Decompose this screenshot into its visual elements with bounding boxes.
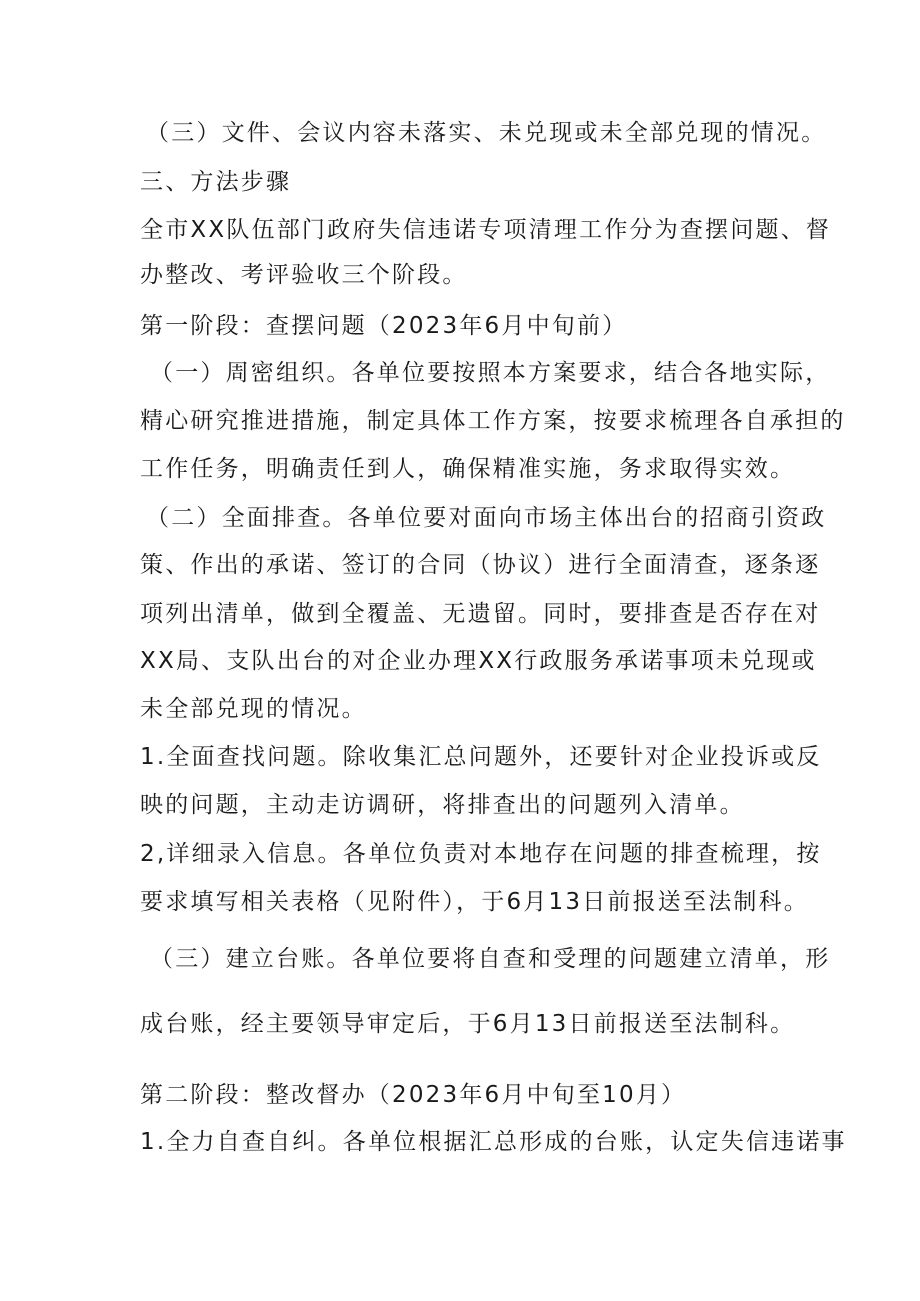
paragraph-line: 办整改、考评验收三个阶段。 xyxy=(140,262,468,288)
paragraph-line: （三）建立台账。各单位要将自查和受理的问题建立清单，形 xyxy=(150,946,831,972)
paragraph-line: 未全部兑现的情况。 xyxy=(140,696,367,722)
paragraph-line: XX局、支队出台的对企业办理XX行政服务承诺事项未兑现或 xyxy=(140,648,817,674)
paragraph-line: 精心研究推进措施，制定具体工作方案，按要求梳理各自承担的 xyxy=(140,408,846,434)
paragraph-line: （二）全面排查。各单位要对面向市场主体出台的招商引资政 xyxy=(146,505,827,531)
paragraph-line: 项列出清单，做到全覆盖、无遗留。同时，要排查是否存在对 xyxy=(140,601,821,627)
paragraph-line: 2,详细录入信息。各单位负责对本地存在问题的排查梳理，按 xyxy=(140,841,822,867)
paragraph-line: 映的问题，主动走访调研，将排查出的问题列入清单。 xyxy=(140,792,745,818)
section-heading: 三、方法步骤 xyxy=(140,169,292,195)
paragraph-line: （三）文件、会议内容未落实、未兑现或未全部兑现的情况。 xyxy=(146,120,827,146)
paragraph-line: 成台账，经主要领导审定后，于6月13日前报送至法制科。 xyxy=(140,1011,796,1037)
stage-heading: 第二阶段：整改督办（2023年6月中旬至10月） xyxy=(140,1082,687,1108)
paragraph-line: 工作任务，明确责任到人，确保精准实施，务求取得实效。 xyxy=(140,456,796,482)
paragraph-line: （一）周密组织。各单位要按照本方案要求，结合各地实际， xyxy=(150,360,831,386)
paragraph-line: 1.全面查找问题。除收集汇总问题外，还要针对企业投诉或反 xyxy=(140,744,822,770)
paragraph-line: 策、作出的承诺、签订的合同（协议）进行全面清查，逐条逐 xyxy=(140,552,821,578)
paragraph-line: 1.全力自查自纠。各单位根据汇总形成的台账，认定失信违诺事 xyxy=(140,1129,847,1155)
paragraph-line: 全市XX队伍部门政府失信违诺专项清理工作分为查摆问题、督 xyxy=(140,217,832,243)
stage-heading: 第一阶段：查摆问题（2023年6月中旬前） xyxy=(140,313,628,339)
paragraph-line: 要求填写相关表格（见附件），于6月13日前报送至法制科。 xyxy=(140,889,809,915)
